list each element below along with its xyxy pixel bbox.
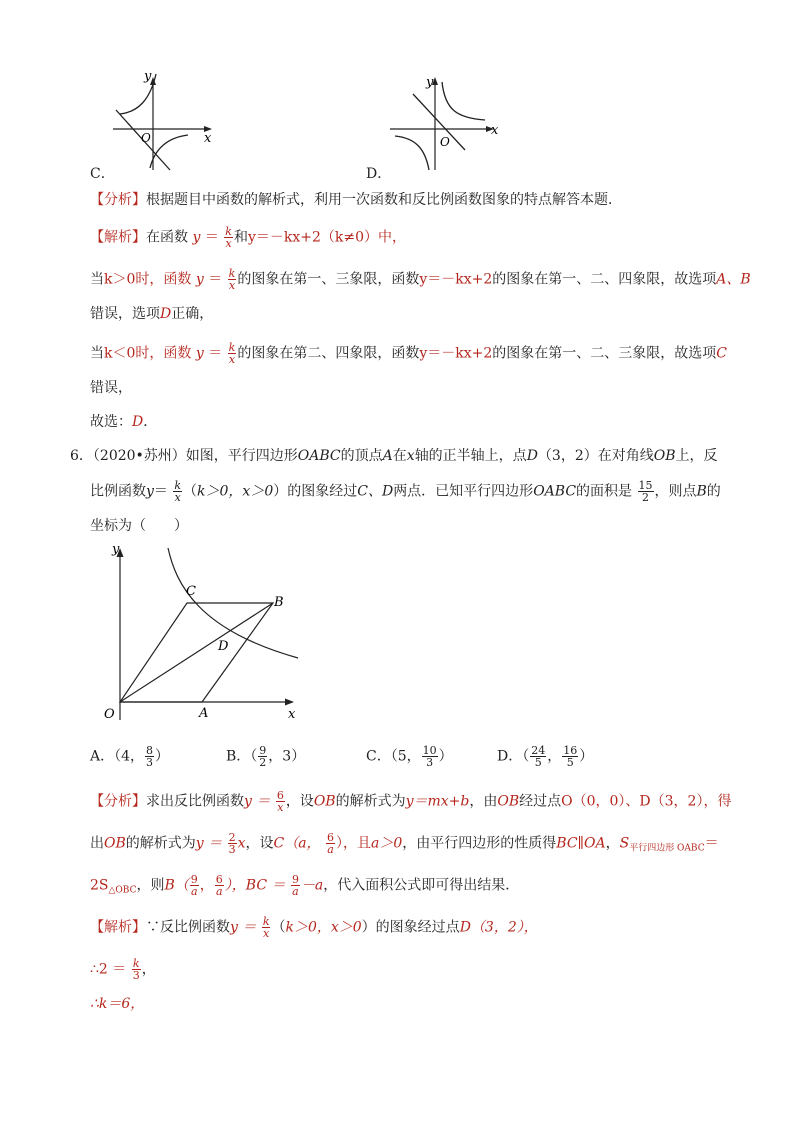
fraction-numerator: 2 bbox=[228, 831, 236, 844]
solution-tag: 【解析】 bbox=[90, 919, 146, 936]
text-segment: ）的图象经过 bbox=[273, 483, 358, 500]
text-segment: 的解析式为 bbox=[125, 835, 196, 852]
text-segment: ，则 bbox=[136, 877, 165, 894]
fraction-denominator: x bbox=[174, 491, 181, 504]
fraction bbox=[326, 832, 335, 855]
fraction-denominator: a bbox=[215, 885, 223, 898]
text-segment: 经过点 bbox=[519, 793, 562, 810]
fraction-k-over-x bbox=[173, 480, 182, 503]
fig6-x-label: x bbox=[288, 707, 296, 722]
graph-d-hyperbola-upper bbox=[442, 82, 485, 120]
text-segment: A．（4， bbox=[90, 748, 145, 765]
fig6-diagonal-ob bbox=[120, 603, 273, 702]
text-segment: 出 bbox=[90, 835, 104, 852]
fraction bbox=[291, 874, 300, 897]
text-segment: y ＝ bbox=[230, 919, 257, 936]
fraction-numerator: 10 bbox=[422, 744, 437, 757]
text-segment: ∵反比例函数 bbox=[146, 919, 230, 936]
fraction-numerator: 24 bbox=[531, 744, 546, 757]
text-segment: （ bbox=[183, 483, 198, 500]
text-segment: k＜0时，函数 bbox=[104, 345, 192, 362]
text-segment: ，设 bbox=[285, 793, 314, 810]
fraction-numerator: 9 bbox=[259, 744, 267, 757]
text-segment: ，由 bbox=[469, 793, 498, 810]
text-segment: C（a， bbox=[273, 835, 321, 852]
text-segment: 比例函数 bbox=[90, 483, 146, 500]
graph-d-x-label: x bbox=[491, 123, 499, 138]
fraction-k-over-x bbox=[228, 342, 237, 365]
fraction-denominator: 3 bbox=[228, 843, 236, 856]
text-segment: a＞0 bbox=[371, 835, 403, 852]
text-segment: C、D bbox=[357, 483, 394, 500]
text-segment: ＝ bbox=[704, 835, 719, 852]
fraction bbox=[276, 790, 285, 813]
fraction-denominator: 2 bbox=[642, 491, 649, 504]
text-segment: D（3，2）， bbox=[459, 919, 538, 936]
fraction bbox=[228, 832, 237, 855]
fraction-numerator: 9 bbox=[291, 873, 299, 886]
fraction-denominator: a bbox=[327, 843, 334, 856]
fraction-denominator: 3 bbox=[132, 969, 140, 982]
text-segment: BC∥OA bbox=[556, 835, 606, 852]
text-segment: D bbox=[160, 306, 172, 322]
text-segment: ． bbox=[143, 414, 158, 430]
text-segment: ，3） bbox=[268, 748, 306, 765]
text-segment: O（0，0）、D（3，2），得 bbox=[561, 793, 732, 810]
text-segment: C bbox=[716, 345, 727, 362]
fraction-denominator: x bbox=[228, 279, 236, 292]
text-segment: ， bbox=[547, 748, 562, 765]
text-segment: 当 bbox=[90, 271, 104, 288]
fraction-denominator: a bbox=[292, 885, 299, 898]
text-segment: y bbox=[146, 483, 154, 500]
solution-6-line-3: ∴k＝6， bbox=[90, 996, 145, 1012]
fraction-numerator: 8 bbox=[146, 744, 154, 757]
graph-d-line bbox=[413, 94, 465, 150]
text-segment: k＞0，x＞0 bbox=[197, 483, 274, 500]
text-segment: OB bbox=[497, 793, 520, 810]
fraction-denominator: 5 bbox=[534, 756, 542, 769]
text-segment: 上，反 bbox=[675, 448, 718, 464]
fraction-numerator: k bbox=[228, 341, 236, 354]
analysis-6-line-2 bbox=[90, 832, 719, 859]
text-segment: －a bbox=[300, 877, 324, 894]
choice-d[interactable] bbox=[497, 745, 593, 768]
text-segment: 6．（2020•苏州）如图，平行四边形 bbox=[70, 448, 298, 464]
text-segment: A bbox=[382, 448, 393, 464]
text-segment: 故选： bbox=[90, 414, 132, 430]
analysis-6-line-1 bbox=[90, 790, 731, 813]
text-segment: y＝－kx+2 bbox=[419, 271, 493, 288]
text-segment: 的图象在第二、四象限，函数 bbox=[237, 345, 420, 362]
fraction-denominator: a bbox=[190, 885, 198, 898]
text-segment: S bbox=[619, 835, 630, 852]
text-segment: ），BC ＝ bbox=[224, 877, 286, 894]
text-segment: 两点．已知平行四边形 bbox=[393, 483, 534, 500]
text-segment: ）的图象经过点 bbox=[361, 919, 460, 936]
fraction-area bbox=[638, 480, 654, 503]
analysis-5 bbox=[90, 190, 622, 210]
text-segment: 在 bbox=[392, 448, 407, 464]
fraction-denominator: 3 bbox=[426, 756, 434, 769]
fraction bbox=[145, 745, 154, 768]
text-segment: 的顶点 bbox=[340, 448, 383, 464]
solution-tag: 【解析】 bbox=[90, 229, 146, 246]
fraction bbox=[132, 958, 141, 981]
fraction-denominator: 5 bbox=[566, 756, 574, 769]
fig6-y-label: y bbox=[112, 542, 120, 557]
fraction bbox=[262, 916, 271, 939]
text-segment: B．（ bbox=[226, 748, 258, 765]
text-segment: （ bbox=[271, 919, 286, 936]
graph-c-hyperbola-lower bbox=[150, 135, 188, 168]
fraction-numerator: k bbox=[262, 915, 270, 928]
text-segment: C．（5， bbox=[366, 748, 421, 765]
fraction-numerator: 6 bbox=[276, 789, 284, 802]
fraction bbox=[258, 745, 267, 768]
text-segment: 的图象在第一、二、三象限，故选项 bbox=[492, 345, 717, 362]
analysis-6-line-3 bbox=[90, 874, 519, 901]
fraction-numerator: k bbox=[225, 225, 232, 238]
fraction-numerator: k bbox=[174, 479, 182, 492]
text-segment: 错误，选项 bbox=[90, 306, 160, 322]
text-segment: x bbox=[406, 448, 415, 464]
text-segment: 的图象在第一、二、四象限，故选项 bbox=[492, 271, 717, 288]
fraction bbox=[562, 745, 578, 768]
solution-5-line-4: 当k＜0时，函数 y ＝ $\frac{k}{x}$ 的图象在第二、四象限，函数y＝－kx+2的图象在第一、二、三象限，故选项C bbox=[90, 341, 727, 366]
text-segment: 的面积是 bbox=[576, 483, 633, 500]
solution-5-line-3 bbox=[90, 304, 213, 324]
text-segment: y ＝ bbox=[244, 793, 271, 810]
analysis-tag: 【分析】 bbox=[90, 793, 146, 810]
text-segment: OB bbox=[104, 835, 126, 852]
text-segment: 当 bbox=[90, 345, 104, 362]
option-d-label: D． bbox=[366, 166, 392, 182]
text-segment: k＞0时，函数 bbox=[104, 271, 192, 288]
text-segment: y＝－kx+2（k≠0）中， bbox=[247, 229, 406, 246]
text-segment: k＞0，x＞0 bbox=[285, 919, 362, 936]
fraction-denominator: 3 bbox=[146, 756, 154, 769]
fraction-numerator: 6 bbox=[215, 873, 223, 886]
graph-d-hyperbola-lower bbox=[395, 136, 429, 170]
text-segment: ） bbox=[438, 748, 453, 765]
graph-d-origin-label: O bbox=[440, 135, 450, 149]
fig6-b-label: B bbox=[274, 595, 284, 610]
text-segment: ，由平行四边形的性质得 bbox=[402, 835, 557, 852]
text-segment: ， bbox=[605, 835, 620, 852]
fraction-numerator: 15 bbox=[638, 479, 653, 492]
text-segment: OABC bbox=[297, 448, 341, 464]
option-c-label: C． bbox=[90, 166, 115, 182]
fig6-x-arrow bbox=[285, 699, 294, 706]
text-segment: OB bbox=[313, 793, 336, 810]
text-segment: 2S bbox=[90, 877, 109, 894]
text-segment: D．（ bbox=[497, 748, 530, 765]
text-segment: 的 bbox=[706, 483, 721, 500]
text-segment: x bbox=[237, 835, 246, 852]
text-segment: 轴的正半轴上，点 bbox=[414, 448, 527, 464]
text-segment: y＝mx+b bbox=[405, 793, 470, 810]
fraction bbox=[215, 874, 224, 897]
solution-5-line-2: 当k＞0时，函数 y ＝ $\frac{k}{x}$ 的图象在第一、三象限，函数y＝－kx+2的图象在第一、二、四象限，故选项A、B bbox=[90, 267, 751, 292]
text-segment: 正确， bbox=[171, 306, 214, 322]
fraction-numerator: 9 bbox=[190, 873, 198, 886]
graph-option-d bbox=[385, 72, 510, 172]
graph-option-c bbox=[108, 72, 218, 172]
fraction-numerator: k bbox=[132, 957, 140, 970]
text-segment: B bbox=[696, 483, 707, 500]
text-segment: OB bbox=[653, 448, 676, 464]
fraction-denominator: 2 bbox=[259, 756, 267, 769]
solution-5-line-5: 错误， bbox=[90, 380, 132, 396]
solution-5-line-1: 【解析】在函数 y ＝ $\frac{k}{x}$ 和y＝－kx+2（k≠0）中， bbox=[90, 225, 406, 250]
question-6-line-1 bbox=[70, 446, 718, 466]
fraction bbox=[530, 745, 546, 768]
text-segment: ），且 bbox=[336, 835, 371, 852]
text-segment: y＝－kx+2 bbox=[419, 345, 493, 362]
graph-c-y-label: y bbox=[144, 72, 152, 84]
text-segment: ， bbox=[141, 961, 156, 978]
text-segment: 求出反比例函数 bbox=[146, 793, 244, 810]
fraction-denominator: x bbox=[228, 353, 236, 366]
choice-a[interactable] bbox=[90, 745, 169, 768]
text-segment: 和 bbox=[233, 229, 248, 246]
choice-c[interactable] bbox=[366, 745, 453, 768]
graph-c-x-label: x bbox=[204, 131, 212, 146]
analysis-5-text: 根据题目中函数的解析式，利用一次函数和反比例函数图象的特点解答本题． bbox=[146, 192, 622, 208]
text-segment: D bbox=[526, 448, 538, 464]
text-segment: 的解析式为 bbox=[335, 793, 406, 810]
text-segment: ＝ bbox=[153, 483, 168, 500]
text-segment: B（ bbox=[164, 877, 189, 894]
graph-c-origin-label: O bbox=[141, 131, 151, 145]
fraction-k-over-x bbox=[224, 226, 233, 249]
text-segment: OABC bbox=[533, 483, 577, 500]
text-segment: ） bbox=[579, 748, 594, 765]
text-segment: △OBC bbox=[108, 885, 137, 896]
solution-5-answer bbox=[90, 412, 157, 432]
text-segment: 在函数 bbox=[146, 229, 188, 246]
solution-6-line-2 bbox=[90, 958, 156, 981]
fraction-denominator: x bbox=[277, 801, 284, 814]
fraction-k-over-x bbox=[228, 268, 237, 291]
analysis-tag: 【分析】 bbox=[90, 192, 146, 208]
text-segment: ，设 bbox=[245, 835, 274, 852]
fraction-numerator: 16 bbox=[563, 744, 578, 757]
choice-b[interactable] bbox=[226, 745, 305, 768]
fraction bbox=[190, 874, 199, 897]
fraction-numerator: k bbox=[228, 267, 236, 280]
text-segment: y ＝ bbox=[195, 835, 223, 852]
solution-6-line-1 bbox=[90, 916, 538, 939]
fig6-o-label: O bbox=[104, 707, 115, 722]
fraction-denominator: x bbox=[225, 237, 232, 250]
text-segment: 的图象在第一、三象限，函数 bbox=[237, 271, 420, 288]
question-6-line-2 bbox=[90, 480, 721, 503]
fraction bbox=[422, 745, 438, 768]
text-segment: ） bbox=[155, 748, 170, 765]
question-6-line-3: 坐标为（ ） bbox=[90, 518, 188, 534]
text-segment: D bbox=[132, 414, 144, 430]
graph-d-y-label: y bbox=[426, 75, 434, 90]
text-segment: ，则点 bbox=[654, 483, 697, 500]
fraction-numerator: 6 bbox=[327, 831, 334, 844]
fig6-a-label: A bbox=[199, 706, 209, 721]
fig6-d-label: D bbox=[218, 639, 229, 654]
fig6-c-label: C bbox=[186, 584, 196, 599]
text-segment: ， bbox=[199, 877, 214, 894]
parallelogram-figure bbox=[98, 540, 308, 725]
text-segment: A、B bbox=[716, 271, 751, 288]
fraction-denominator: x bbox=[263, 927, 270, 940]
text-segment: （3，2）在对角线 bbox=[537, 448, 654, 464]
text-segment: 平行四边形 OABC bbox=[629, 843, 705, 854]
text-segment: ，代入面积公式即可得出结果． bbox=[323, 877, 520, 894]
text-segment: ∴2 ＝ bbox=[90, 961, 127, 978]
